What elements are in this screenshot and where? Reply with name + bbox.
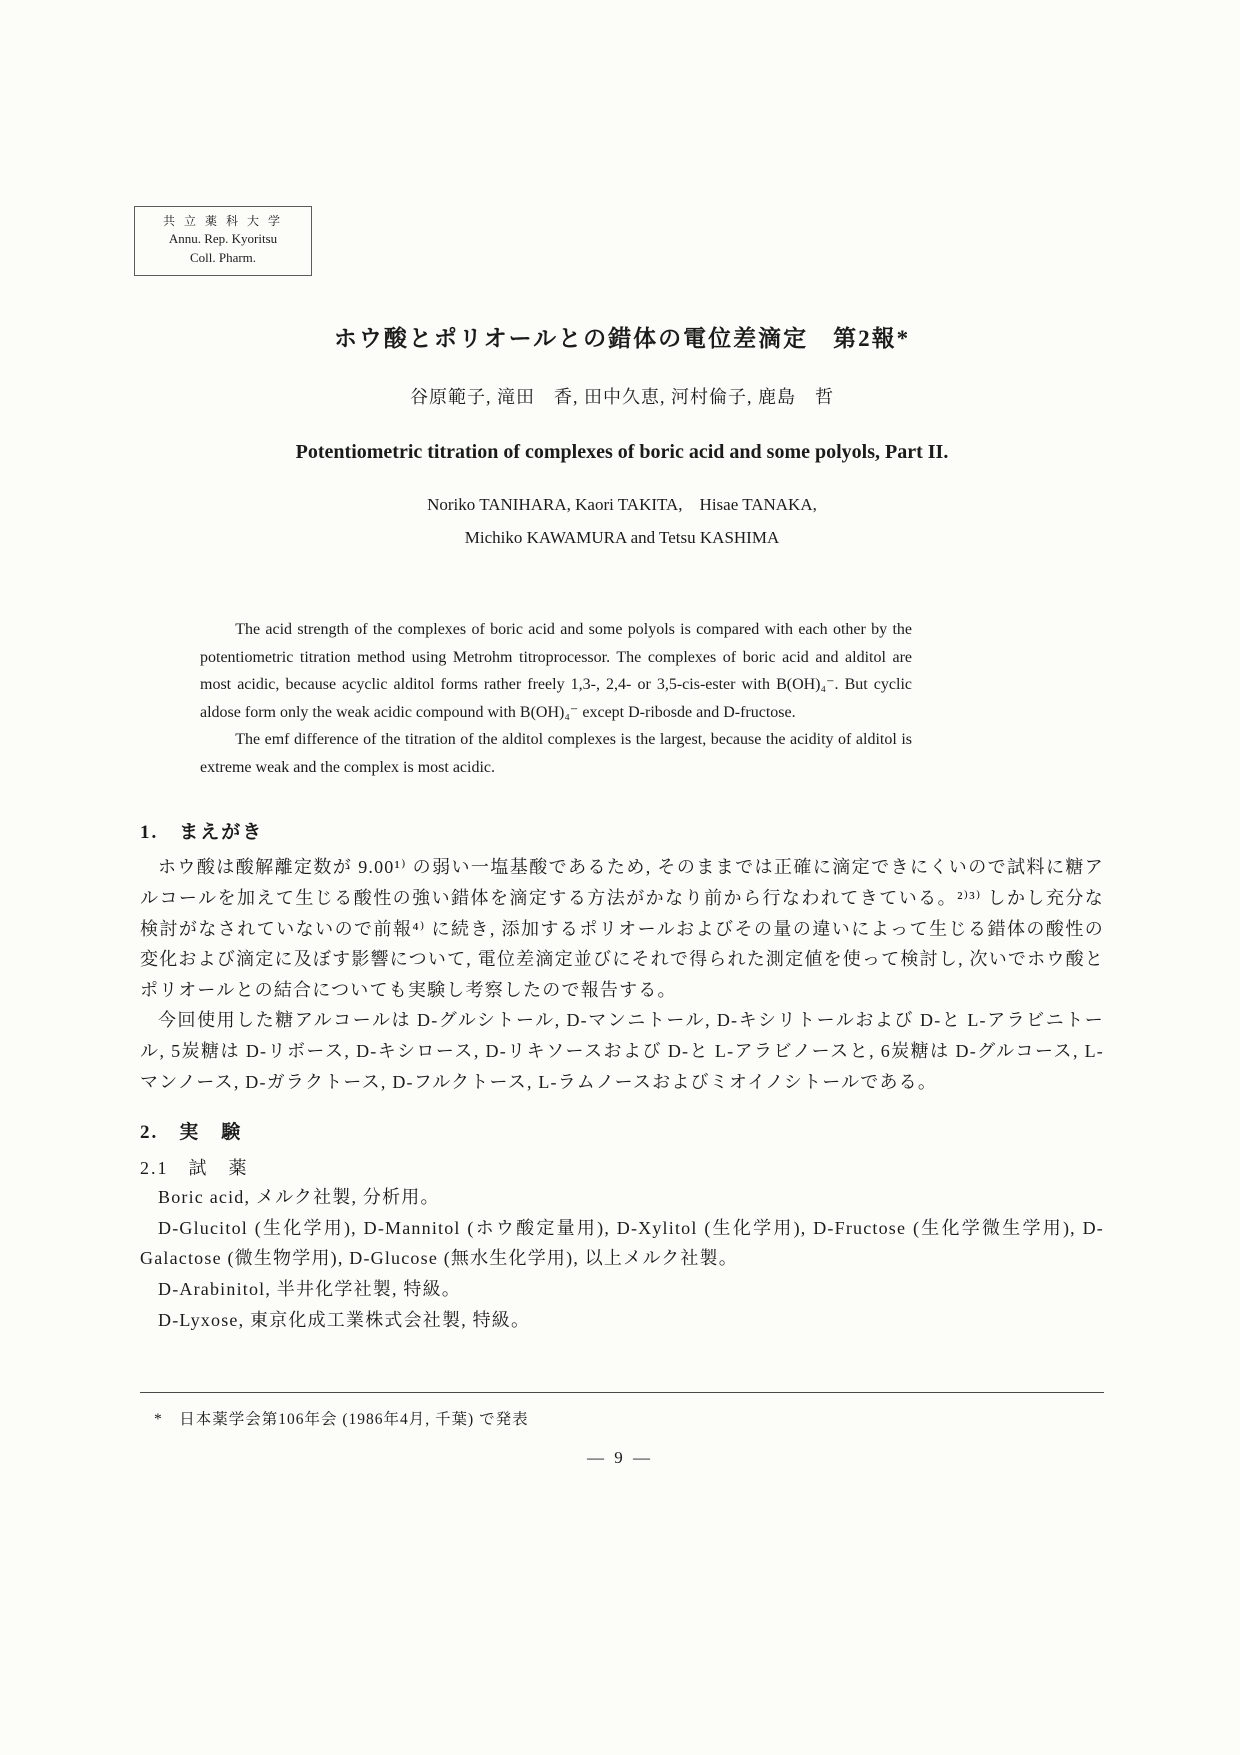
abstract-paragraph-1: The acid strength of the complexes of boric acid and some polyols is compared with each other by the potentiometric titration method using Metrohm titroprocessor. The complexes of boric acid and alditol are most acidic, because acyclic alditol forms rather freely 1,3-, 2,4- or 3,5-cis-ester with B(OH)₄⁻. But cyclic aldose form only the weak acidic compound with B(OH)₄⁻ except D-ribosde and D-fructose. <box>200 621 912 721</box>
reagent-item-4: D-Lyxose, 東京化成工業株式会社製, 特級。 <box>158 1309 531 1330</box>
section-1-paragraph-1: ホウ酸は酸解離定数が 9.00¹⁾ の弱い一塩基酸であるため, そのままでは正確に滴定できにくいので試料に糖アルコールを加えて生じる酸性の強い錯体を滴定する方法がかなり前から行なわれてきている。²⁾³⁾ しかし充分な検討がなされていないので前報⁴⁾ に続き, 添加するポリオールおよびその量の違いによって生じる錯体の酸性の変化および滴定に及ぼす影響について, 電位差滴定並びにそれで得られた測定値を使って検討し, 次いでホウ酸とポリオールとの結合についても実験し考察したので報告する。 <box>140 857 1104 1000</box>
paper-title-japanese: ホウ酸とポリオールとの錯体の電位差滴定 第2報* <box>333 326 911 352</box>
section-1-heading: 1. まえがき <box>140 822 264 844</box>
reagent-item-1: Boric acid, メルク社製, 分析用。 <box>158 1187 440 1208</box>
stamp-institution-ja: 共 立 薬 科 大 学 <box>162 214 283 228</box>
authors-english-line-2: Michiko KAWAMURA and Tetsu KASHIMA <box>464 528 780 548</box>
library-stamp <box>134 206 312 276</box>
reagent-item-3: D-Arabinitol, 半井化学社製, 特級。 <box>158 1278 461 1299</box>
footnote-text: * 日本薬学会第106年会 (1986年4月, 千葉) で発表 <box>154 1411 529 1428</box>
paper-title-english: Potentiometric titration of complexes of boric acid and some polyols, Part II. <box>295 441 949 464</box>
section-2-heading: 2. 実 験 <box>140 1122 243 1144</box>
section-1-paragraph-2: 今回使用した糖アルコールは D-グルシトール, D-マンニトール, D-キシリトールおよび D-と L-アラビニトール, 5炭糖は D-リボース, D-キシロース, D-リキソースおよび D-と L-アラビノースと, 6炭糖は D-グルコース, L-マンノース, D-ガラクトース, D-フルクトース, L-ラムノースおよびミオイノシトールである。 <box>140 1010 1104 1092</box>
authors-english <box>140 488 1104 554</box>
authors-japanese: 谷原範子, 滝田 香, 田中久恵, 河村倫子, 鹿島 哲 <box>410 387 834 408</box>
authors-english-line-1: Noriko TANIHARA, Kaori TAKITA, Hisae TANAKA, <box>427 495 817 515</box>
section-2-1-heading: 2.1 試 薬 <box>140 1158 249 1179</box>
footnote <box>140 1392 1104 1429</box>
reagent-item-2: D-Glucitol (生化学用), D-Mannitol (ホウ酸定量用), D-Xylitol (生化学用), D-Fructose (生化学微生学用), D-Galactose (微生物学用), D-Glucose (無水生化学用), 以上メルク社製。 <box>140 1217 1104 1269</box>
page-number: — 9 — <box>587 1448 653 1467</box>
abstract <box>200 616 912 781</box>
stamp-journal-abbrev: Annu. Rep. Kyoritsu <box>168 231 278 247</box>
stamp-journal-abbrev-2: Coll. Pharm. <box>189 250 257 266</box>
abstract-paragraph-2: The emf difference of the titration of the alditol complexes is the largest, because the acidity of alditol is extreme weak and the complex is most acidic. <box>200 731 912 776</box>
